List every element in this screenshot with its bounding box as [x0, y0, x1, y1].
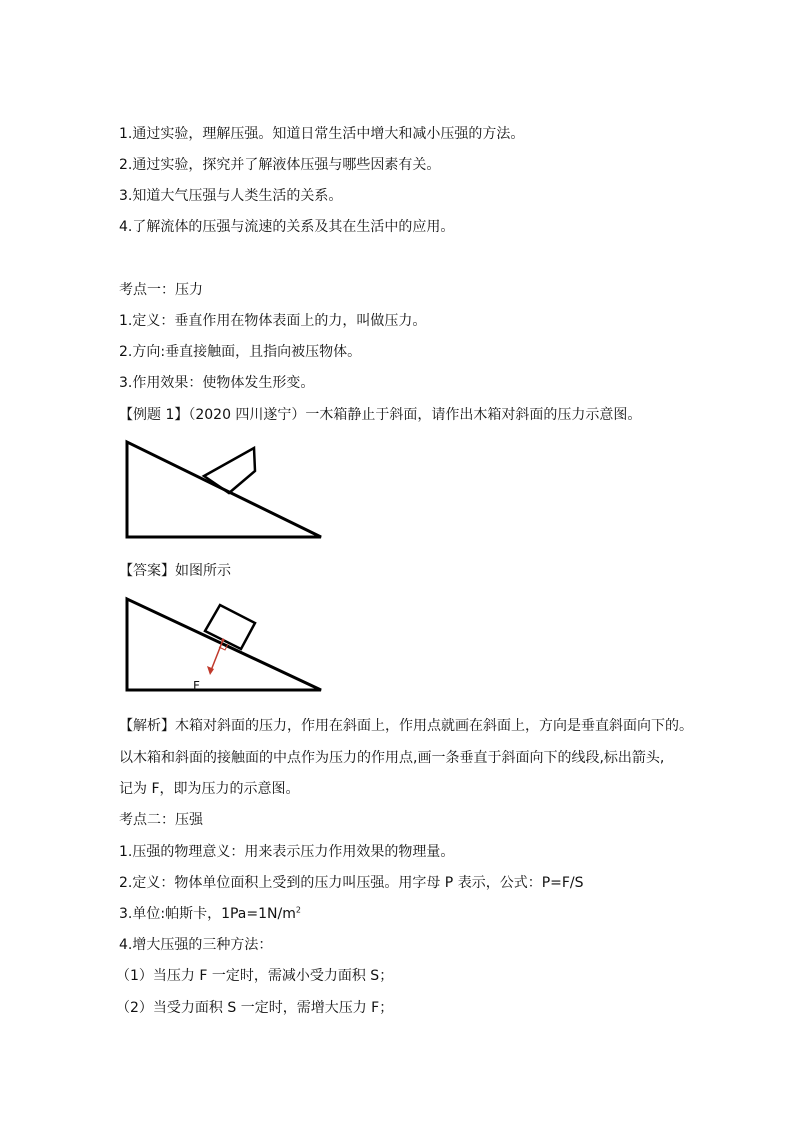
- method-item: （1）当压力 F 一定时，需减小受力面积 S；: [116, 968, 394, 984]
- definition-item: 2.方向:垂直接触面，且指向被压物体。: [119, 344, 362, 360]
- unit-line: [119, 904, 301, 924]
- wooden-box: [205, 605, 255, 649]
- force-arrow: [210, 640, 223, 673]
- definition-item: 1.压强的物理意义：用来表示压力作用效果的物理量。: [119, 844, 455, 860]
- objective-line: 3.知道大气压强与人类生活的关系。: [119, 188, 343, 204]
- analysis-line: 以木箱和斜面的接触面的中点作为压力的作用点,画一条垂直于斜面向下的线段,标出箭头,: [119, 750, 665, 766]
- analysis-line: 记为 F，即为压力的示意图。: [119, 781, 300, 797]
- definition-item: 1.定义：垂直作用在物体表面上的力，叫做压力。: [119, 313, 427, 329]
- definition-item: 4.增大压强的三种方法：: [119, 937, 273, 953]
- incline-box-figure: [119, 436, 329, 542]
- section-title: 考点二：压强: [119, 812, 203, 828]
- incline-force-figure: [119, 593, 329, 699]
- definition-item: 2.定义：物体单位面积上受到的压力叫压强。用字母 P 表示，公式：P=F/S: [119, 875, 584, 891]
- method-item: （2）当受力面积 S 一定时，需增大压力 F；: [116, 1000, 394, 1016]
- example-question: 【例题 1】（2020 四川遂宁）一木箱静止于斜面，请作出木箱对斜面的压力示意图。: [119, 407, 642, 423]
- objective-line: 1.通过实验，理解压强。知道日常生活中增大和减小压强的方法。: [119, 126, 525, 142]
- action-point: [222, 639, 225, 642]
- section-title: 考点一：压力: [119, 282, 203, 298]
- objective-line: 4.了解流体的压强与流速的关系及其在生活中的应用。: [119, 219, 455, 235]
- wooden-box: [204, 448, 255, 493]
- answer-label: 【答案】如图所示: [119, 563, 231, 579]
- definition-item: 3.作用效果：使物体发生形变。: [119, 375, 315, 391]
- unit-superscript: 2: [295, 905, 301, 915]
- unit-text: 3.单位:帕斯卡，1Pa=1N/m: [119, 906, 296, 922]
- incline-triangle: [127, 599, 321, 690]
- force-label: F: [193, 679, 200, 693]
- objective-line: 2.通过实验，探究并了解液体压强与哪些因素有关。: [119, 157, 441, 173]
- analysis-line: 【解析】木箱对斜面的压力，作用在斜面上，作用点就画在斜面上，方向是垂直斜面向下的。: [119, 718, 693, 734]
